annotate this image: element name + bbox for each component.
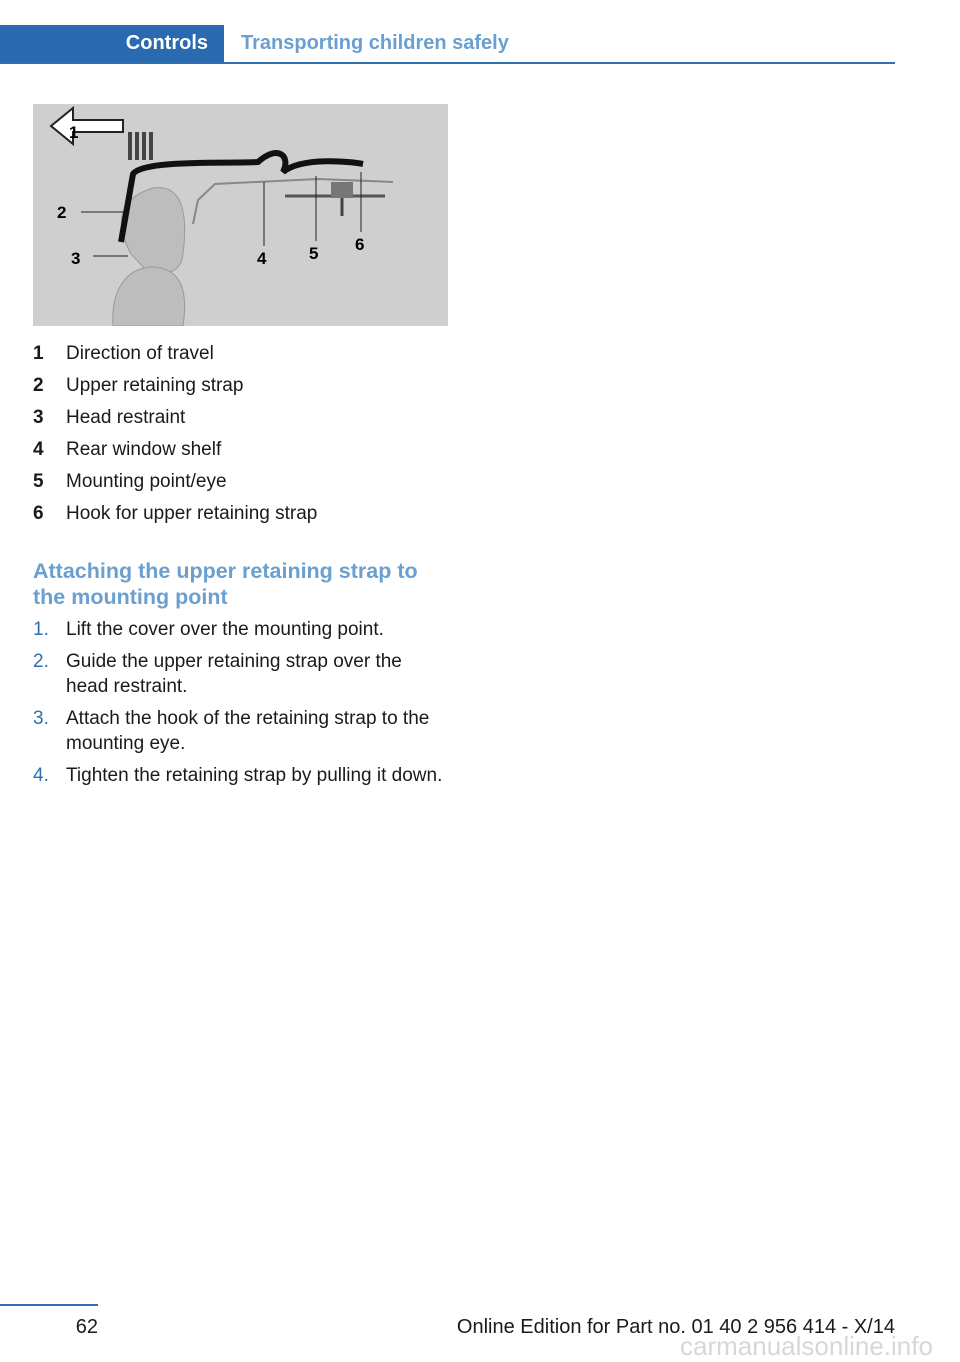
legend-number: 2 (33, 375, 44, 396)
legend-number: 3 (33, 407, 44, 428)
tab-controls[interactable]: Controls (0, 25, 224, 62)
illustration-svg (33, 104, 448, 326)
edition-text: Online Edition for Part no. 01 40 2 956 414 - X/14 (456, 1316, 895, 1338)
callout-3: 3 (71, 249, 81, 268)
step-text: Tighten the retaining strap by pulling it down. (66, 765, 443, 786)
legend-text: Direction of travel (66, 343, 214, 364)
legend-row (33, 402, 448, 434)
seat-back-shape (113, 267, 185, 326)
legend-row (33, 434, 448, 466)
step-item (33, 649, 448, 699)
seat-strap-illustration (33, 104, 448, 326)
legend-row (33, 338, 448, 370)
section-heading: Attaching the upper retaining strap to the mounting point (33, 559, 418, 609)
direction-bar-icon (128, 132, 132, 160)
watermark-text: carmanualsonline.info (680, 1331, 933, 1361)
callout-6: 6 (355, 235, 365, 254)
rear-shelf-line (193, 179, 393, 224)
step-text: Guide the upper retaining strap over the head restraint. (66, 651, 402, 697)
figure-legend (33, 338, 448, 530)
step-item (33, 617, 448, 642)
step-text: Attach the hook of the retaining strap to the mounting eye. (66, 708, 430, 754)
step-number: 3. (33, 708, 49, 729)
steps-list (33, 617, 448, 795)
legend-row (33, 466, 448, 498)
mounting-eye-shape (331, 182, 353, 198)
step-item (33, 706, 448, 756)
callout-2: 2 (57, 203, 67, 222)
legend-number: 4 (33, 439, 44, 460)
step-number: 4. (33, 765, 49, 786)
step-number: 1. (33, 619, 49, 640)
legend-number: 5 (33, 471, 44, 492)
legend-text: Rear window shelf (66, 439, 222, 460)
step-text: Lift the cover over the mounting point. (66, 619, 384, 640)
page-number: 62 (75, 1316, 98, 1338)
legend-text: Head restraint (66, 407, 186, 428)
step-item (33, 763, 448, 788)
legend-number: 1 (33, 343, 44, 364)
legend-text: Mounting point/eye (66, 471, 227, 492)
callout-4: 4 (257, 249, 267, 268)
footer-line (0, 1304, 98, 1306)
legend-text: Hook for upper retaining strap (66, 503, 318, 524)
legend-number: 6 (33, 503, 44, 524)
arrow-icon (51, 108, 123, 144)
callout-5: 5 (309, 244, 319, 263)
callout-1: 1 (69, 123, 79, 142)
legend-row (33, 498, 448, 530)
step-number: 2. (33, 651, 49, 672)
legend-text: Upper retaining strap (66, 375, 244, 396)
tab-section-title[interactable]: Transporting children safely (241, 32, 509, 54)
legend-row (33, 370, 448, 402)
